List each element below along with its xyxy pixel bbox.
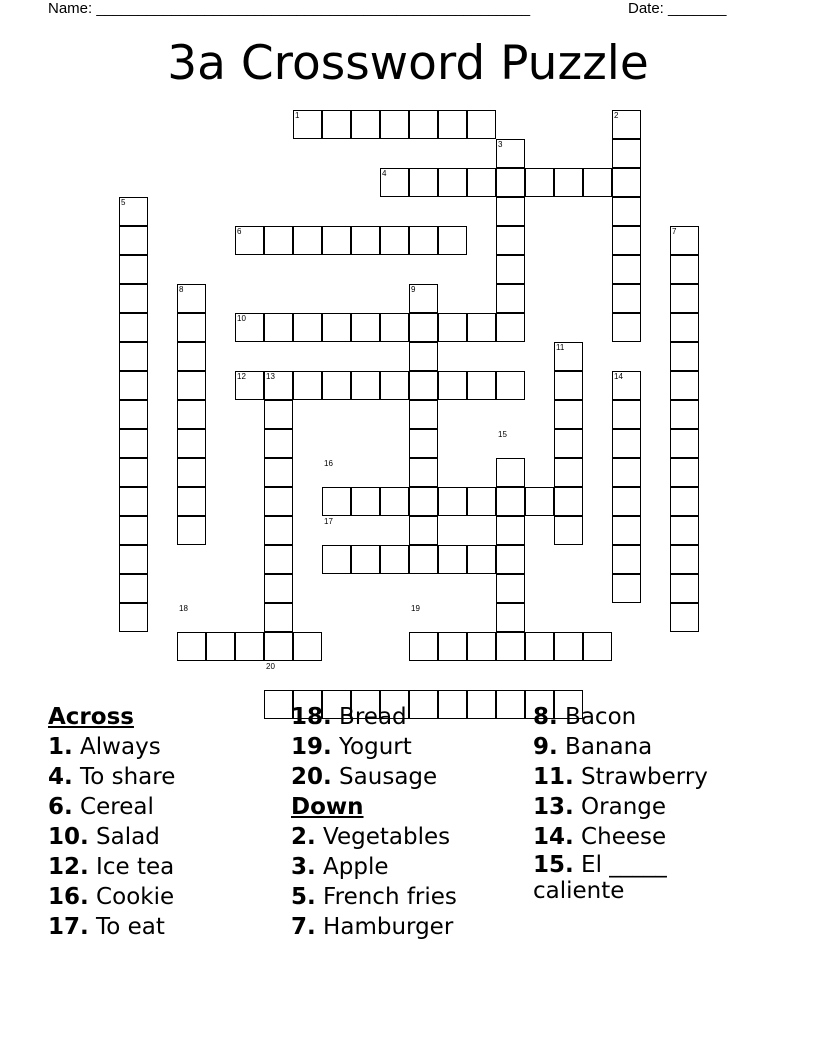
clue-section-heading: Across: [48, 704, 134, 730]
grid-cell[interactable]: [467, 110, 496, 139]
grid-cell[interactable]: [351, 110, 380, 139]
grid-cell[interactable]: [351, 371, 380, 400]
clue-text: To eat: [88, 914, 165, 940]
grid-cell[interactable]: [525, 487, 554, 516]
grid-cell[interactable]: [670, 313, 699, 342]
grid-cell[interactable]: [496, 168, 525, 197]
grid-cell[interactable]: [409, 371, 438, 400]
grid-cell[interactable]: [496, 313, 525, 342]
grid-cell[interactable]: [322, 313, 351, 342]
grid-cell[interactable]: [351, 313, 380, 342]
clue-text: Cheese: [573, 824, 667, 850]
grid-cell[interactable]: [467, 545, 496, 574]
grid-cell[interactable]: [438, 110, 467, 139]
cell-number: 17: [324, 517, 333, 526]
grid-cell[interactable]: [264, 487, 293, 516]
clue-item: [48, 762, 175, 792]
grid-cell[interactable]: [438, 632, 467, 661]
grid-cell[interactable]: [438, 487, 467, 516]
cell-number: 12: [237, 372, 246, 381]
clue-item: [291, 702, 457, 732]
clue-text: Bread: [331, 704, 407, 730]
grid-cell[interactable]: [438, 226, 467, 255]
clue-item: [533, 792, 723, 822]
grid-cell[interactable]: [409, 110, 438, 139]
grid-cell[interactable]: [612, 197, 641, 226]
grid-cell[interactable]: [119, 603, 148, 632]
cell-number: 11: [556, 343, 565, 352]
clue-number: 10.: [48, 824, 89, 850]
clue-item: [291, 732, 457, 762]
grid-cell[interactable]: [496, 284, 525, 313]
cell-number: 3: [498, 140, 503, 149]
grid-cell[interactable]: [264, 545, 293, 574]
grid-cell[interactable]: [380, 545, 409, 574]
grid-cell[interactable]: [670, 603, 699, 632]
grid-cell[interactable]: [612, 458, 641, 487]
clue-text: Salad: [88, 824, 160, 850]
cell-number: 16: [324, 459, 333, 468]
grid-cell[interactable]: [119, 226, 148, 255]
grid-cell[interactable]: [380, 226, 409, 255]
grid-cell[interactable]: [119, 371, 148, 400]
grid-cell[interactable]: [670, 574, 699, 603]
clue-column-2: [291, 702, 457, 942]
grid-cell[interactable]: [177, 487, 206, 516]
grid-cell[interactable]: [496, 458, 525, 487]
clue-number: 12.: [48, 854, 89, 880]
grid-cell[interactable]: [177, 342, 206, 371]
grid-cell[interactable]: [322, 487, 351, 516]
grid-cell[interactable]: [525, 632, 554, 661]
grid-cell[interactable]: [525, 168, 554, 197]
cell-number: 18: [179, 604, 188, 613]
grid-cell[interactable]: [496, 197, 525, 226]
grid-cell[interactable]: [177, 400, 206, 429]
grid-cell[interactable]: [409, 516, 438, 545]
grid-cell[interactable]: [496, 516, 525, 545]
grid-cell[interactable]: [177, 429, 206, 458]
grid-cell[interactable]: [583, 168, 612, 197]
grid-cell[interactable]: [409, 487, 438, 516]
date-field-label[interactable]: Date: _______: [628, 0, 727, 17]
cell-number: 1: [295, 111, 300, 120]
grid-cell[interactable]: [438, 313, 467, 342]
grid-cell[interactable]: [264, 429, 293, 458]
clue-number: 3.: [291, 854, 316, 880]
grid-cell[interactable]: [119, 342, 148, 371]
grid-cell[interactable]: [496, 487, 525, 516]
clue-item: [48, 912, 175, 942]
grid-cell[interactable]: [554, 429, 583, 458]
clue-item: [291, 852, 457, 882]
grid-cell[interactable]: [612, 487, 641, 516]
grid-cell[interactable]: [380, 487, 409, 516]
clue-item: [291, 912, 457, 942]
grid-cell[interactable]: [467, 168, 496, 197]
clue-item: [533, 822, 723, 852]
grid-cell[interactable]: [293, 371, 322, 400]
clue-item: [291, 762, 457, 792]
grid-cell[interactable]: [235, 632, 264, 661]
clue-text: To share: [72, 764, 176, 790]
grid-cell[interactable]: [467, 632, 496, 661]
grid-cell[interactable]: [554, 168, 583, 197]
clue-text: Apple: [315, 854, 389, 880]
grid-cell[interactable]: [293, 226, 322, 255]
clue-text: Cookie: [88, 884, 175, 910]
grid-cell[interactable]: [264, 574, 293, 603]
grid-cell[interactable]: [119, 284, 148, 313]
grid-cell[interactable]: [409, 400, 438, 429]
grid-cell[interactable]: [409, 458, 438, 487]
grid-cell[interactable]: [409, 545, 438, 574]
clue-text: Yogurt: [331, 734, 412, 760]
clue-number: 17.: [48, 914, 89, 940]
grid-cell[interactable]: [409, 429, 438, 458]
clue-item: [48, 792, 175, 822]
clue-text: Ice tea: [88, 854, 175, 880]
clue-number: 15.: [533, 852, 574, 878]
grid-cell[interactable]: [380, 110, 409, 139]
clue-number: 1.: [48, 734, 73, 760]
clue-number: 2.: [291, 824, 316, 850]
grid-cell[interactable]: [119, 458, 148, 487]
grid-cell[interactable]: [670, 516, 699, 545]
grid-cell[interactable]: [322, 110, 351, 139]
clue-number: 13.: [533, 794, 574, 820]
grid-cell[interactable]: [351, 487, 380, 516]
grid-cell[interactable]: [409, 342, 438, 371]
grid-cell[interactable]: [670, 545, 699, 574]
grid-cell[interactable]: [496, 690, 525, 719]
grid-cell[interactable]: [351, 226, 380, 255]
clue-column-3: [533, 702, 723, 904]
clue-text: Bacon: [557, 704, 637, 730]
grid-cell[interactable]: [670, 487, 699, 516]
grid-cell[interactable]: [554, 458, 583, 487]
grid-cell[interactable]: [467, 487, 496, 516]
clue-number: 16.: [48, 884, 89, 910]
clue-number: 8.: [533, 704, 558, 730]
grid-cell[interactable]: [612, 574, 641, 603]
grid-cell[interactable]: [496, 603, 525, 632]
clue-number: 6.: [48, 794, 73, 820]
clue-item: [291, 882, 457, 912]
grid-cell[interactable]: [438, 371, 467, 400]
grid-cell[interactable]: [380, 313, 409, 342]
grid-cell[interactable]: [612, 313, 641, 342]
clue-number: 7.: [291, 914, 316, 940]
clue-text: Always: [72, 734, 161, 760]
grid-cell[interactable]: [293, 632, 322, 661]
grid-cell[interactable]: [467, 690, 496, 719]
clue-number: 9.: [533, 734, 558, 760]
grid-cell[interactable]: [670, 284, 699, 313]
grid-cell[interactable]: [670, 255, 699, 284]
grid-cell[interactable]: [612, 255, 641, 284]
grid-cell[interactable]: [496, 226, 525, 255]
grid-cell[interactable]: [322, 545, 351, 574]
clue-item: [533, 852, 723, 904]
grid-cell[interactable]: [496, 632, 525, 661]
cell-number: 7: [672, 227, 677, 236]
grid-cell[interactable]: [322, 371, 351, 400]
grid-cell[interactable]: [612, 429, 641, 458]
cell-number: 14: [614, 372, 623, 381]
grid-cell[interactable]: [177, 458, 206, 487]
cell-number: 2: [614, 111, 619, 120]
grid-cell[interactable]: [612, 226, 641, 255]
grid-cell[interactable]: [554, 371, 583, 400]
clue-text: Orange: [573, 794, 667, 820]
grid-cell[interactable]: [177, 516, 206, 545]
grid-cell[interactable]: [612, 168, 641, 197]
clue-item: [533, 702, 723, 732]
grid-cell[interactable]: [264, 632, 293, 661]
grid-cell[interactable]: [409, 313, 438, 342]
grid-cell[interactable]: [554, 400, 583, 429]
grid-cell[interactable]: [409, 168, 438, 197]
grid-cell[interactable]: [119, 400, 148, 429]
clue-text: Hamburger: [315, 914, 454, 940]
grid-cell[interactable]: [670, 458, 699, 487]
grid-cell[interactable]: [670, 371, 699, 400]
clue-section-heading: Down: [291, 794, 364, 820]
cell-number: 8: [179, 285, 184, 294]
clue-text: Cereal: [72, 794, 154, 820]
cell-number: 4: [382, 169, 387, 178]
page-title: 3a Crossword Puzzle: [167, 36, 649, 91]
cell-number: 15: [498, 430, 507, 439]
grid-cell[interactable]: [496, 545, 525, 574]
grid-cell[interactable]: [322, 226, 351, 255]
clue-text: French fries: [315, 884, 457, 910]
grid-cell[interactable]: [612, 284, 641, 313]
grid-cell[interactable]: [264, 690, 293, 719]
grid-cell[interactable]: [467, 313, 496, 342]
grid-cell[interactable]: [119, 313, 148, 342]
grid-cell[interactable]: [119, 429, 148, 458]
grid-cell[interactable]: [119, 545, 148, 574]
clue-item: [48, 852, 175, 882]
grid-cell[interactable]: [351, 545, 380, 574]
cell-number: 20: [266, 662, 275, 671]
clue-number: 11.: [533, 764, 574, 790]
grid-cell[interactable]: [177, 313, 206, 342]
clue-text: Strawberry: [573, 764, 708, 790]
grid-cell[interactable]: [264, 603, 293, 632]
grid-cell[interactable]: [264, 400, 293, 429]
clue-text: Sausage: [331, 764, 438, 790]
clue-item: [533, 732, 723, 762]
clue-item: [48, 822, 175, 852]
cell-number: 6: [237, 227, 242, 236]
grid-cell[interactable]: [612, 400, 641, 429]
clue-number: 19.: [291, 734, 332, 760]
cell-number: 10: [237, 314, 246, 323]
grid-cell[interactable]: [496, 371, 525, 400]
grid-cell[interactable]: [438, 168, 467, 197]
grid-cell[interactable]: [264, 313, 293, 342]
grid-cell[interactable]: [409, 226, 438, 255]
clue-item: [291, 822, 457, 852]
cell-number: 9: [411, 285, 416, 294]
grid-cell[interactable]: [119, 255, 148, 284]
grid-cell[interactable]: [583, 632, 612, 661]
clue-column-1: [48, 702, 175, 942]
cell-number: 19: [411, 604, 420, 613]
grid-cell[interactable]: [612, 139, 641, 168]
name-field-label[interactable]: Name: ____________________________________________________: [48, 0, 531, 17]
grid-cell[interactable]: [496, 574, 525, 603]
clue-number: 4.: [48, 764, 73, 790]
grid-cell[interactable]: [380, 371, 409, 400]
grid-cell[interactable]: [612, 516, 641, 545]
clue-number: 5.: [291, 884, 316, 910]
grid-cell[interactable]: [264, 226, 293, 255]
grid-cell[interactable]: [264, 516, 293, 545]
clue-item: [48, 732, 175, 762]
grid-cell[interactable]: [467, 371, 496, 400]
grid-cell[interactable]: [670, 429, 699, 458]
grid-cell[interactable]: [409, 632, 438, 661]
grid-cell[interactable]: [554, 487, 583, 516]
grid-cell[interactable]: [670, 342, 699, 371]
grid-cell[interactable]: [119, 487, 148, 516]
clue-item: [48, 882, 175, 912]
grid-cell[interactable]: [119, 574, 148, 603]
clue-item: [533, 762, 723, 792]
grid-cell[interactable]: [670, 400, 699, 429]
grid-cell[interactable]: [554, 632, 583, 661]
grid-cell[interactable]: [264, 458, 293, 487]
grid-cell[interactable]: [612, 545, 641, 574]
clue-text: Vegetables: [315, 824, 451, 850]
grid-cell[interactable]: [177, 632, 206, 661]
clue-text: Banana: [557, 734, 653, 760]
grid-cell[interactable]: [206, 632, 235, 661]
grid-cell[interactable]: [177, 371, 206, 400]
clue-number: 20.: [291, 764, 332, 790]
clue-number: 14.: [533, 824, 574, 850]
grid-cell[interactable]: [119, 516, 148, 545]
grid-cell[interactable]: [554, 516, 583, 545]
clue-number: 18.: [291, 704, 332, 730]
cell-number: 5: [121, 198, 126, 207]
cell-number: 13: [266, 372, 275, 381]
grid-cell[interactable]: [293, 313, 322, 342]
grid-cell[interactable]: [438, 545, 467, 574]
grid-cell[interactable]: [496, 255, 525, 284]
clue-text: El _____ caliente: [533, 852, 667, 904]
